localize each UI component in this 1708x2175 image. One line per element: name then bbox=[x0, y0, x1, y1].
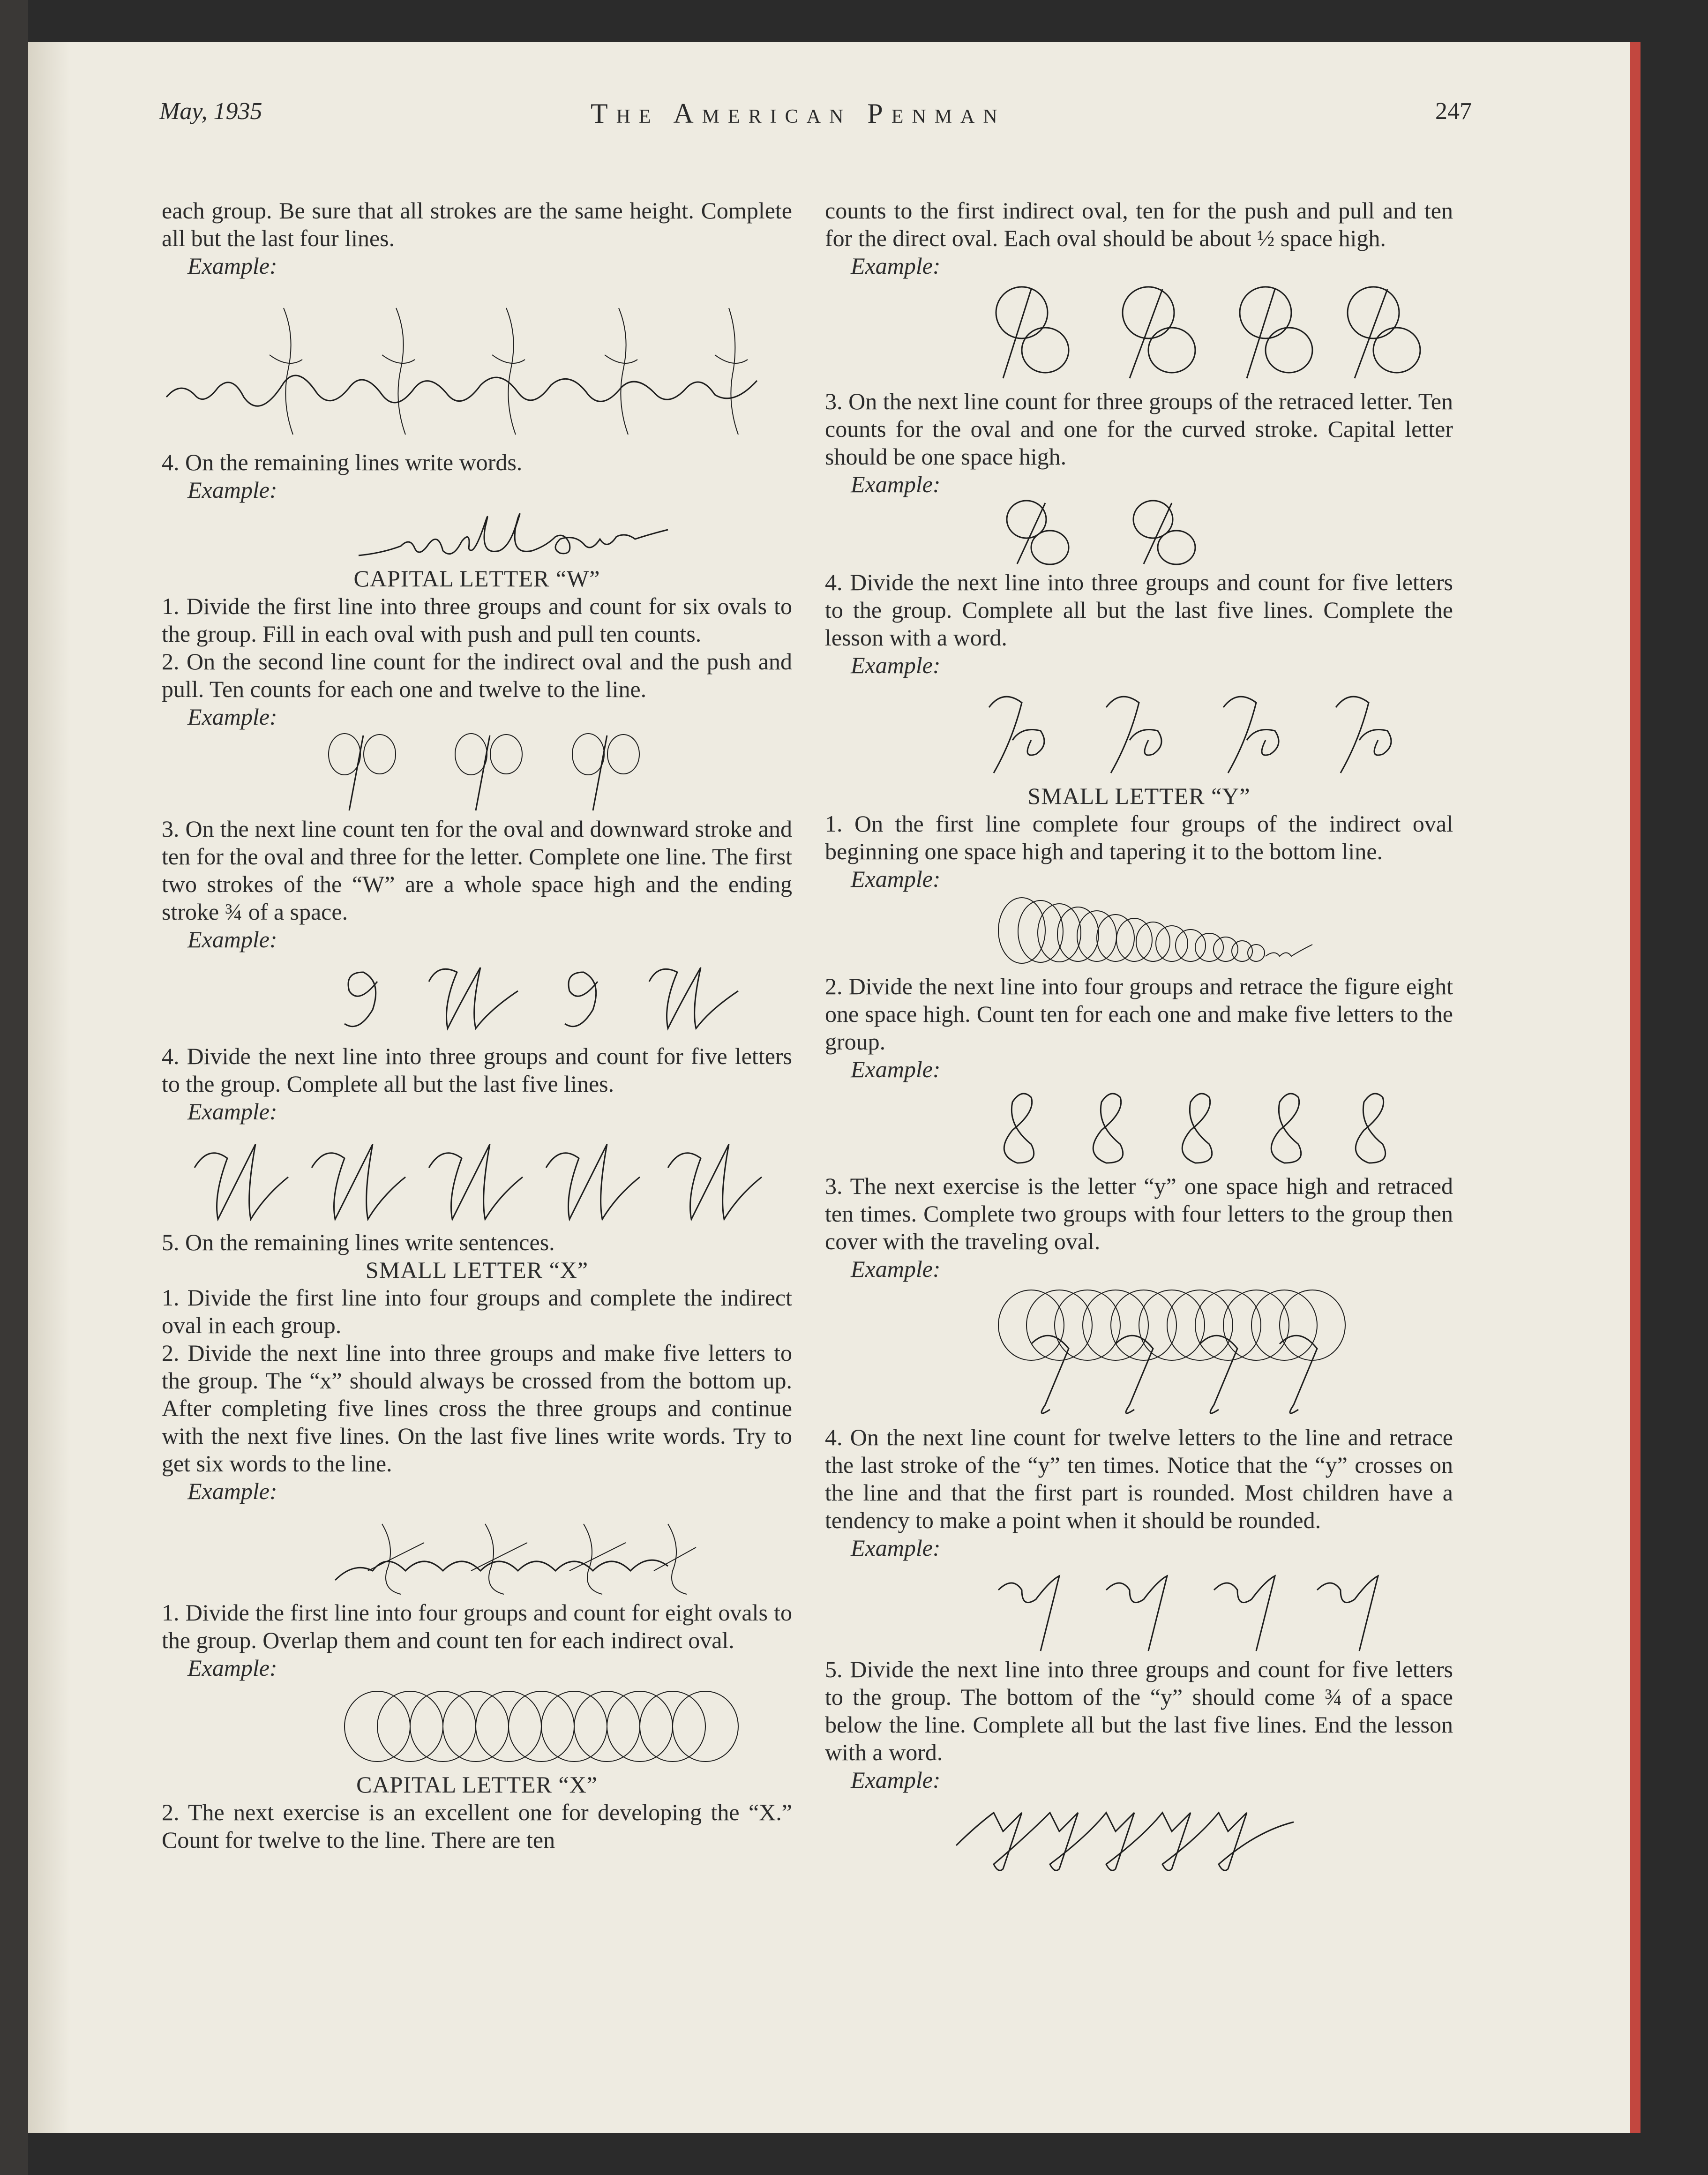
example-label: Example: bbox=[851, 1256, 941, 1282]
paragraph: 2. Divide the next line into three groups and make five letters to the group. The “x” should always be crossed from the bottom up. After completing five lines cross the three groups and continue with the next five lines. On the last five lines write words. Try to get six words to the line. bbox=[162, 1340, 792, 1477]
scan-background-left bbox=[0, 0, 28, 2175]
figure-small-x-crossed bbox=[162, 1505, 792, 1599]
paragraph: 1. Divide the first line into four groups and complete the indirect oval in each group. bbox=[162, 1284, 792, 1338]
magazine-title: The American Penman bbox=[591, 98, 1006, 129]
example-label: Example: bbox=[851, 1767, 941, 1793]
issue-date: May, 1935 bbox=[159, 98, 262, 125]
paragraph: 4. On the remaining lines write words. bbox=[162, 449, 523, 475]
example-label: Example: bbox=[187, 926, 277, 952]
figure-traveling-oval-y bbox=[825, 1283, 1453, 1424]
section-heading: CAPITAL LETTER “W” bbox=[353, 565, 600, 592]
paragraph: 4. On the next line count for twelve letters to the line and retrace the last stroke of the “y” ten times. Notice that the “y” crosses on the line and that the first part is rounded. Most children have a tendency to make a point when it should be rounded. bbox=[825, 1424, 1453, 1533]
figure-retraced-y bbox=[825, 1562, 1453, 1656]
paragraph: 2. The next exercise is an excellent one for developing the “X.” Count for twelve to the line. There are ten bbox=[162, 1799, 792, 1853]
example-label: Example: bbox=[187, 1098, 277, 1125]
left-column bbox=[162, 197, 792, 1854]
paragraph: 1. On the first line complete four groups of the indirect oval beginning one space high and tapering it to the bottom line. bbox=[825, 810, 1453, 864]
figure-x-oval-drill bbox=[825, 280, 1453, 388]
example-label: Example: bbox=[851, 253, 941, 279]
example-label: Example: bbox=[851, 1056, 941, 1082]
section-heading: CAPITAL LETTER “X” bbox=[356, 1771, 598, 1798]
page-number: 247 bbox=[1435, 98, 1472, 125]
figure-small-y-row bbox=[825, 1794, 1453, 1874]
figure-overlapping-ovals bbox=[162, 1682, 792, 1771]
section-heading: SMALL LETTER “Y” bbox=[1027, 783, 1251, 809]
paragraph: 1. Divide the first line into three groups and count for six ovals to the group. Fill in each oval with push and pull ten counts. bbox=[162, 593, 792, 647]
right-column bbox=[825, 197, 1453, 1874]
figure-capital-w-row bbox=[162, 1125, 792, 1229]
paragraph: 4. Divide the next line into three groups and count for five letters to the group. Complete all but the last five lines. bbox=[162, 1043, 792, 1097]
figure-tapering-ovals bbox=[825, 893, 1453, 973]
paragraph: 3. On the next line count for three groups of the retraced letter. Ten counts for the oval and one for the curved stroke. Capital letter should be one space high. bbox=[825, 388, 1453, 470]
figure-willow bbox=[162, 504, 792, 565]
figure-capital-w-drill bbox=[162, 953, 792, 1042]
paragraph: 5. On the remaining lines write sentences. bbox=[162, 1229, 555, 1255]
paragraph: 2. On the second line count for the indirect oval and the push and pull. Ten counts for each one and twelve to the line. bbox=[162, 648, 792, 702]
example-label: Example: bbox=[851, 471, 941, 497]
example-label: Example: bbox=[187, 704, 277, 730]
paragraph: 3. The next exercise is the letter “y” one space high and retraced ten times. Complete two groups with four letters to the group then cover with the traveling oval. bbox=[825, 1173, 1453, 1254]
example-label: Example: bbox=[187, 1655, 277, 1681]
paragraph: counts to the first indirect oval, ten for the push and pull and ten for the direct oval. Each oval should be about ½ space high. bbox=[825, 197, 1453, 251]
figure-w-push-pull bbox=[162, 280, 792, 449]
figure-retraced-capital-x bbox=[825, 498, 1453, 569]
paragraph: 3. On the next line count ten for the oval and downward stroke and ten for the oval and three for the letter. Complete one line. The first two strokes of the “W” are a whole space high and the ending stroke ¾ of a space. bbox=[162, 816, 792, 925]
example-label: Example: bbox=[187, 1478, 277, 1504]
section-heading: SMALL LETTER “X” bbox=[365, 1257, 589, 1283]
page-edge-binding bbox=[1630, 42, 1641, 2133]
example-label: Example: bbox=[851, 652, 941, 678]
figure-capital-x-row bbox=[825, 679, 1453, 782]
figure-oval-push-pull bbox=[162, 731, 792, 815]
paragraph: 4. Divide the next line into three groups and count for five letters to the group. Complete all but the last five lines. Complete the lesson with a word. bbox=[825, 569, 1453, 651]
paragraph: 5. Divide the next line into three groups and count for five letters to the group. The bottom of the “y” should come ¾ of a space below the line. Complete all but the last five lines. End the lesson with a word. bbox=[825, 1656, 1453, 1765]
example-label: Example: bbox=[187, 477, 277, 503]
figure-figure-eights bbox=[825, 1083, 1453, 1172]
example-label: Example: bbox=[851, 866, 941, 892]
paragraph: 1. Divide the first line into four groups and count for eight ovals to the group. Overlap them and count ten for each indirect oval. bbox=[162, 1599, 792, 1653]
page-gutter-shadow bbox=[28, 42, 70, 2133]
example-label: Example: bbox=[851, 1535, 941, 1561]
page-header bbox=[159, 98, 1472, 154]
example-label: Example: bbox=[187, 253, 277, 279]
paragraph: each group. Be sure that all strokes are the same height. Complete all but the last four lines. bbox=[162, 197, 792, 251]
paragraph: 2. Divide the next line into four groups and retrace the figure eight one space high. Count ten for each one and make five letters to the group. bbox=[825, 973, 1453, 1055]
